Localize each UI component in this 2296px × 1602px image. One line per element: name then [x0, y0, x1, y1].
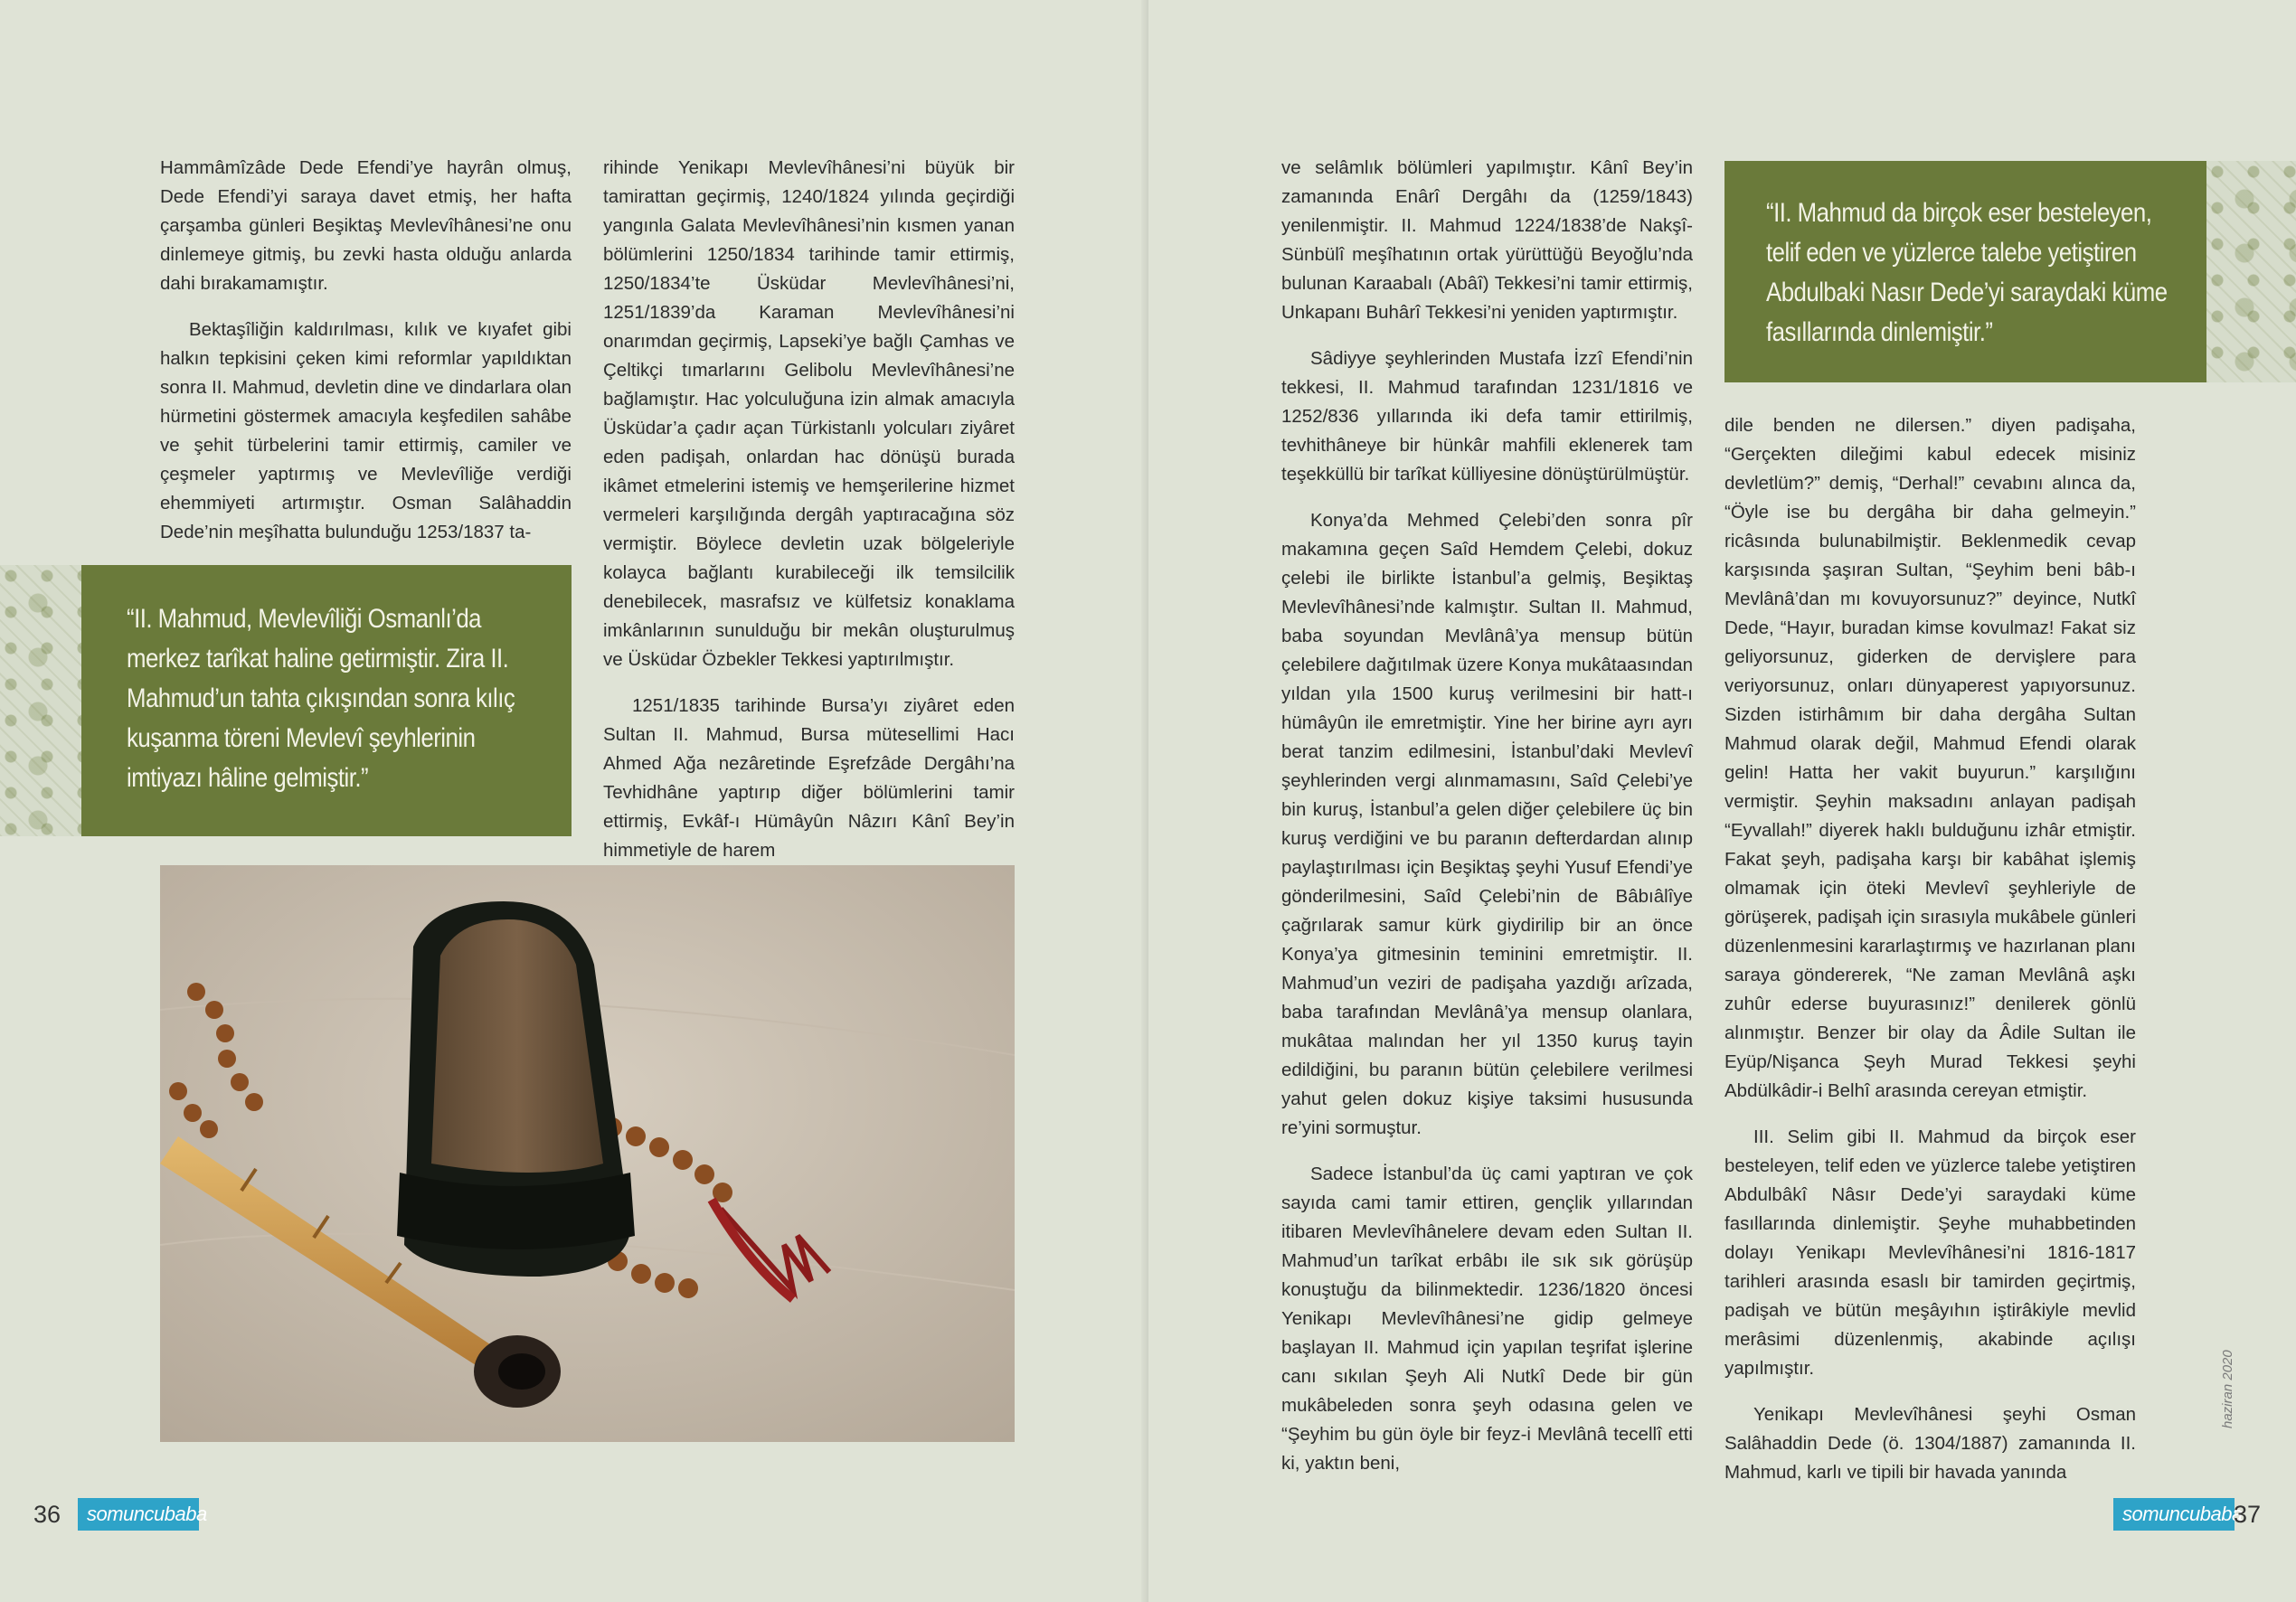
page-number: 37 — [2234, 1501, 2262, 1528]
paragraph: Konya’da Mehmed Çelebi’den sonra pîr makamına geçen Saîd Hemdem Çelebi, dokuz çelebi ile birlikte İstanbul’a gelmiş, Beşiktaş Mevlevîhânesi’nde kalmıştır. Sultan II. Mahmud, baba soyundan Mevlânâ’ya mensup bütün çelebilere dağıtılmak üzere Konya mukâtaasından yıldan yıla 1500 kuruş verilmesini bir hatt-ı hümâyûn ile emretmiştir. Yine her birine ayrı ayrı berat tanzim edilmesini, İstanbul’daki Mevlevî şeyhlerinden vergi alınmamasını, Saîd Çelebi’ye bin kuruş, İstanbul’a gelen diğer çelebilere üç bin kuruş verdiğini ve bu paranın defterdardan alınıp paylaştırılması için Beşiktaş şeyhi Yusuf Efendi’ye gönderilmesini, Saîd Çelebi’nin de Bâbıâlîye çağrılarak samur kürk giydirilip bir an önce Konya’ya gitmesinin teminini emretmiştir. II. Mahmud’un veziri de padişaha yazdığı arîzada, baba tarafından Mevlânâ’ya mensup olanlara, mukâtaa malından her yıl 1350 kuruş tayin edildiğini, bu paranın bütün çelebilere verilmesi yahut gelen dokuz kişiye taksimi hususunda re’yini sormuştur. — [1281, 510, 1693, 1138]
photo-illustration-icon — [160, 865, 1015, 1442]
floral-pattern-icon — [0, 565, 81, 836]
paragraph: Sadece İstanbul’da üç cami yaptıran ve çok sayıda cami tamir ettiren, gençlik yıllarından itibaren Mevlevîhânelere devam eden Sultan II. Mahmud’un tarîkat erbâbı ile sık sık görüşüp konuştuğu da bilinmektedir. 1236/1820 öncesi Yenikapı Mevlevîhânesi’ne gidip gelmeye başlayan II. Mahmud için yapılan teşrifat işlerine canı sıkılan Şeyh Ali Nutkî Dede bir gün mukâbeleden sonra şeyh odasına gelen ve “Şeyhim bu gün öyle bir feyz-i Mevlânâ tecellî etti ki, yaktın beni, — [1281, 1164, 1693, 1474]
paragraph: Bektaşîliğin kaldırılması, kılık ve kıyafet gibi halkın tepkisini çeken kimi reformlar yapıldıktan sonra II. Mahmud, devletin dine ve dindarlara olan hürmetini göstermek amacıyla keşfedilen sahâbe ve şehit türbelerini tamir ettirmiş, camiler ve çeşmeler yaptırmış ve Mevlevîliğe verdiği ehemmiyeti artırmıştır. Osman Salâhaddin Dede’nin meşîhatta bulunduğu 1253/1837 ta- — [160, 319, 572, 542]
brand-logo: somuncubaba — [2113, 1498, 2235, 1531]
pull-quote-band — [1724, 161, 2206, 382]
issue-date: haziran 2020 — [2220, 1350, 2235, 1428]
right-page — [1148, 0, 2296, 1602]
left-column-1 — [160, 154, 572, 564]
left-column-2 — [603, 154, 1015, 882]
paragraph: Sâdiyye şeyhlerinden Mustafa İzzî Efendi’nin tekkesi, II. Mahmud tarafından 1231/1816 ve 1252/836 yıllarında iki defa tamir ettirilmiş, tevhithâneye bir hünkâr mahfili eklenerek tam teşekküllü bir tarîkat külliyesine dönüştürülmüştür. — [1281, 348, 1693, 485]
paragraph: ve selâmlık bölümleri yapılmıştır. Kânî Bey’in zamanında Enârî Dergâhı da (1259/1843) yenilenmiştir. II. Mahmud 1224/1838’de Nakşî-Sünbülî meşîhatının ortak yürüttüğü Beyoğlu’nda bulunan Karaabalı (Abâî) Tekkesi’ni tamir ettirmiş, Unkapanı Buhârî Tekkesi’ni yeniden yaptırmıştır. — [1281, 157, 1693, 323]
pull-quote: “II. Mahmud, Mevlevîliği Osmanlı’da merkez tarîkat haline getirmiştir. Zira II. Mahmud’un tahta çıkışından sonra kılıç kuşanma töreni Mevlevî şeyhlerinin imtiyazı hâline gelmiştir.” — [127, 604, 515, 793]
mevlevi-sikke-ney-tesbih-photo — [160, 865, 1015, 1442]
floral-pattern-icon — [2206, 161, 2296, 382]
pull-quote-band — [81, 565, 572, 836]
right-column-1 — [1281, 154, 1693, 1495]
paragraph: dile benden ne dilersen.” diyen padişaha, “Gerçekten dileğimi kabul edecek misiniz devletlüm?” demiş, “Derhal!” cevabını alınca da, “Öyle ise bu dergâha bir daha gelmeyin.” ricâsında bulunabilmiştir. Beklenmedik cevap karşısında şaşıran Sultan, “Şeyhim beni bâb-ı Mevlânâ’dan mı kovuyorsunuz?” deyince, Nutkî Dede, “Hayır, buradan kimse kovulmaz! Fakat siz geliyorsunuz, giderken de dervişlere para veriyorsunuz, onları dünyaperest yapıyorsunuz. Sizden istirhâmım bir daha dergâha Sultan Mahmud olarak değil, Mahmud Efendi olarak gelin! Hatta her vakit buyurun.” karşılığını vermiştir. Şeyhin maksadını anlayan padişah “Eyvallah!” diyerek haklı bulduğunu izhâr etmiştir. Fakat şeyh, padişaha karşı bir kabâhat işlemiş olmamak için öteki Mevlevî şeyhleriyle de görüşerek, padişah için sırasıyla mukâbele günleri düzenlenmesini kararlaştırmış ve hazırlanan planı saraya göndererek, “Ne zaman Mevlânâ aşkı zuhûr ederse buyurasınız!” denilerek gönlü alınmıştır. Benzer bir olay da Âdile Sultan ile Eyüp/Nişanca Şeyh Murad Tekkesi şeyhi Abdülkâdir-i Belhî arasında cereyan etmiştir. — [1724, 415, 2136, 1101]
paragraph: Hammâmîzâde Dede Efendi’ye hayrân olmuş, Dede Efendi’yi saraya davet etmiş, her hafta çarşamba günleri Beşiktaş Mevlevîhânesi’ne onu dinlemeye gitmiş, bu zevki hasta olduğu anlarda dahi bırakamamıştır. — [160, 157, 572, 294]
right-column-2 — [1724, 411, 2136, 1504]
brand-logo: somuncubaba — [78, 1498, 199, 1531]
paragraph: III. Selim gibi II. Mahmud da birçok eser besteleyen, telif eden ve yüzlerce talebe yetiştiren Abdulbâkî Nâsır Dede’yi saraydaki küme fasıllarında dinlemiştir. Şeyhe muhabbetinden dolayı Yenikapı Mevlevîhânesi’ni 1816-1817 tarihleri arasında esaslı bir tamirden geçirtmiş, padişah ve bütün meşâyıhın iştirâkiyle mevlid merâsimi düzenlenmiş, akabinde açılışı yapılmıştır. — [1724, 1126, 2136, 1379]
page-number: 36 — [33, 1501, 61, 1528]
pull-quote: “II. Mahmud da birçok eser besteleyen, telif eden ve yüzlerce talebe yetiştiren Abdulbaki Nasır Dede’yi saraydaki küme fasıllarında dinlemiştir.” — [1766, 198, 2168, 347]
paragraph: rihinde Yenikapı Mevlevîhânesi’ni büyük bir tamirattan geçirmiş, 1240/1824 yılında geçirdiği yangınla Galata Mevlevîhânesi’nin kısmen yanan bölümlerini 1250/1834 tarihinde tamir ettirmiş, 1250/1834’te Üsküdar Mevlevîhânesi’ni, 1251/1839’da Karaman Mevlevîhânesi’ni onarımdan geçirmiş, Lapseki’ye bağlı Çamhas ve Çeltikçi tımarlarını Gelibolu Mevlevîhânesi’ne bağlamıştır. Hac yolculuğuna izin almak amacıyla Üsküdar’a çadır açan Türkistanlı yolcuları ziyâret eden padişah, onlardan hac dönüşü burada ikâmet etmelerini istemiş ve hemşerilerine hizmet vermeleri karşılığında dergâh yaptıracağına söz vermiştir. Böylece devletin uzak bölgeleriyle kolayca bağlantı kurabileceği ilk temsilcilik denebilecek, masrafsız ve külfetsiz konaklama imkânlarının sunulduğu bir mekân oluşturulmuş ve Üsküdar Özbekler Tekkesi yaptırılmıştır. — [603, 157, 1015, 670]
paragraph: Yenikapı Mevlevîhânesi şeyhi Osman Salâhaddin Dede (ö. 1304/1887) zamanında II. Mahmud, karlı ve tipili bir havada yanında — [1724, 1404, 2136, 1483]
paragraph: 1251/1835 tarihinde Bursa’yı ziyâret eden Sultan II. Mahmud, Bursa mütesellimi Hacı Ahmed Ağa nezâretinde Eşrefzâde Dergâhı’na Tevhidhâne yaptırıp diğer bölümlerini tamir ettirmiş, Evkâf-ı Hümâyûn Nâzırı Kânî Bey’in himmetiyle de harem — [603, 695, 1015, 861]
